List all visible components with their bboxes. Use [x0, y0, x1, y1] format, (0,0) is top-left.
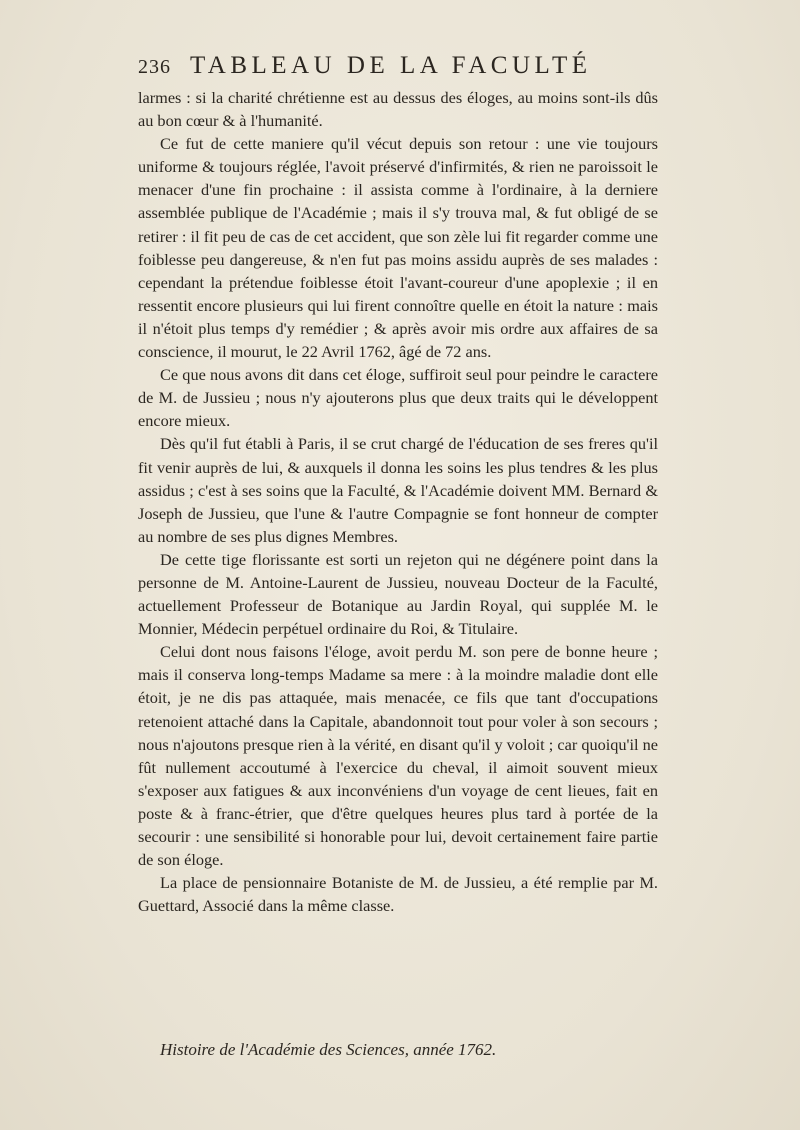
- page-number: 236: [138, 56, 171, 78]
- paragraph: Celui dont nous faisons l'éloge, avoit perdu M. son pere de bonne heure ; mais il conserva long-temps Madame sa mere : à la moindre maladie dont elle étoit, je ne dis pas attaquée, mais menacée, ce fils que tant d'occupations retenoient attaché dans la Capitale, abandonnoit tout pour voler à son secours ; nous n'ajoutons presque rien à la vérité, en disant qu'il y voloit ; car quoiqu'il ne fût nullement accoutumé à l'exercice du cheval, il aimoit souvent mieux s'exposer aux fatigues & aux inconvéniens d'un voyage de cent lieues, fait en poste & à franc-étrier, que d'être quelques heures plus tard à portée de la secourir : une sensibilité si honorable pour lui, devoit certainement faire partie de son éloge.: [138, 642, 658, 870]
- page-header: [138, 52, 658, 84]
- running-title: TABLEAU DE LA FACULTÉ: [190, 52, 592, 79]
- paragraph: Ce fut de cette maniere qu'il vécut depuis son retour : une vie toujours uniforme & toujours réglée, l'avoit préservé d'infirmités, & rien ne paroissoit le menacer d'une fin prochaine : il assista comme à l'ordinaire, à la derniere assemblée publique de l'Académie ; mais il s'y trouva mal, & fut obligé de se retirer : il fit peu de cas de cet accident, que son zèle lui fit regarder comme une foiblesse peu dangereuse, & n'en fut pas moins assidu auprès de ses malades : cependant la prétendue foiblesse étoit l'avant-coureur d'une apoplexie ; il en ressentit encore plusieurs qui lui firent connoître quelle en étoit la nature : mais il n'étoit plus temps d'y remédier ; & après avoir mis ordre aux affaires de sa conscience, il mourut, le 22 Avril 1762, âgé de 72 ans.: [138, 134, 658, 362]
- paragraph: La place de pensionnaire Botaniste de M. de Jussieu, a été remplie par M. Guettard, Associé dans la même classe.: [138, 873, 658, 916]
- paragraph: Ce que nous avons dit dans cet éloge, suffiroit seul pour peindre le caractere de M. de Jussieu ; nous n'y ajouterons plus que deux traits qui le développent encore mieux.: [138, 365, 658, 431]
- paragraph: Dès qu'il fut établi à Paris, il se crut chargé de l'éducation de ses freres qu'il fit venir auprès de lui, & auxquels il donna les soins les plus tendres & les plus assidus ; c'est à ses soins que la Faculté, & l'Académie doivent MM. Bernard & Joseph de Jussieu, que l'une & l'autre Compagnie se font honneur de compter au nombre de ses plus dignes Membres.: [138, 434, 658, 546]
- body-text: [138, 86, 658, 917]
- source-citation: Histoire de l'Académie des Sciences, année 1762.: [160, 1040, 497, 1059]
- paragraph: De cette tige florissante est sorti un rejeton qui ne dégénere point dans la personne de M. Antoine-Laurent de Jussieu, nouveau Docteur de la Faculté, actuellement Professeur de Botanique au Jardin Royal, qui supplée M. le Monnier, Médecin perpétuel ordinaire du Roi, & Titulaire.: [138, 549, 658, 639]
- paragraph: larmes : si la charité chrétienne est au dessus des éloges, au moins sont-ils dûs au bon cœur & à l'humanité.: [138, 88, 658, 131]
